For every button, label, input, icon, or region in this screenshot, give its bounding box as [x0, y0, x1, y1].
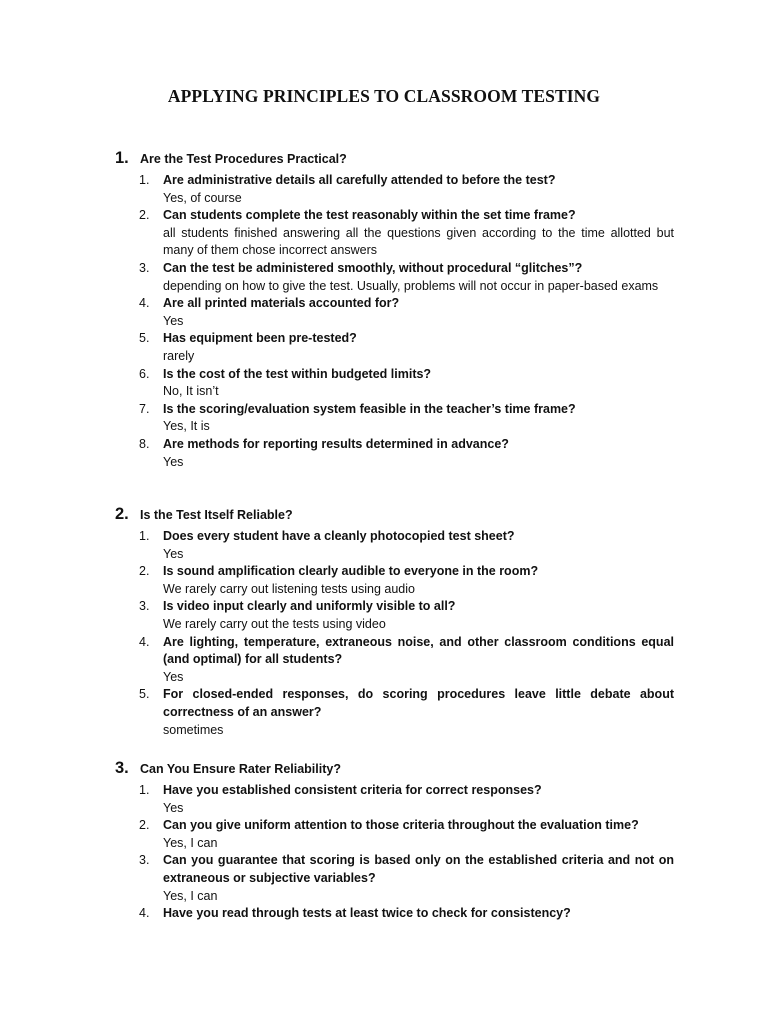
checklist-item — [0, 634, 768, 687]
item-number: 2. — [139, 818, 150, 833]
checklist-item — [0, 295, 768, 330]
item-question: Are all printed materials accounted for? — [163, 296, 400, 311]
item-answer: We rarely carry out listening tests using audio — [163, 581, 415, 596]
item-question: Have you established consistent criteria for correct responses? — [163, 783, 542, 797]
item-question: Can the test be administered smoothly, without procedural “glitches”? — [163, 260, 583, 275]
item-answer: Yes, of course — [163, 190, 242, 205]
item-number: 1. — [139, 173, 150, 187]
checklist-item — [0, 563, 768, 598]
item-question: Has equipment been pre-tested? — [163, 331, 357, 346]
item-answer: Yes, I can — [163, 888, 218, 903]
section-reliability — [0, 506, 768, 739]
checklist-item — [0, 260, 768, 295]
section-title: Is the Test Itself Reliable? — [140, 508, 293, 522]
item-answer: depending on how to give the test. Usually, problems will not occur in paper-based exams — [163, 278, 659, 293]
item-answer: No, It isn’t — [163, 384, 219, 399]
item-number: 5. — [139, 687, 150, 702]
item-question: Are lighting, temperature, extraneous noise, and other classroom conditions equal (and optimal) for all students? — [163, 634, 674, 667]
section-title: Can You Ensure Rater Reliability? — [140, 762, 341, 776]
item-question: Is the scoring/evaluation system feasible in the teacher’s time frame? — [163, 401, 576, 416]
item-question: Can you give uniform attention to those criteria throughout the evaluation time? — [163, 818, 639, 833]
item-question: Can you guarantee that scoring is based only on the established criteria and not on extraneous or subjective variables? — [163, 853, 674, 885]
section-heading — [0, 506, 768, 528]
section-number: 1. — [115, 149, 129, 167]
item-number: 8. — [139, 436, 150, 451]
item-answer: We rarely carry out the tests using video — [163, 616, 386, 631]
item-question: Is sound amplification clearly audible to everyone in the room? — [163, 564, 539, 579]
item-number: 7. — [139, 401, 150, 416]
section-rater-reliability — [0, 760, 768, 923]
item-number: 3. — [139, 599, 150, 614]
item-question: Is video input clearly and uniformly visible to all? — [163, 599, 456, 614]
section-practicality — [0, 150, 768, 471]
item-answer: Yes — [163, 313, 184, 328]
item-answer: Yes, I can — [163, 835, 218, 850]
checklist-item — [0, 905, 768, 923]
item-number: 6. — [139, 366, 150, 381]
checklist-item — [0, 207, 768, 260]
item-question: Is the cost of the test within budgeted limits? — [163, 366, 432, 381]
item-number: 3. — [139, 853, 150, 868]
checklist-item — [0, 817, 768, 852]
item-question: For closed-ended responses, do scoring procedures leave little debate about correctness of an answer? — [163, 687, 674, 719]
item-answer: sometimes — [163, 722, 224, 737]
item-number: 4. — [139, 906, 150, 921]
checklist-item — [0, 598, 768, 633]
item-number: 5. — [139, 331, 150, 346]
item-number: 2. — [139, 564, 150, 579]
checklist-item — [0, 366, 768, 401]
section-number: 2. — [115, 505, 129, 523]
checklist-item — [0, 782, 768, 817]
section-heading — [0, 150, 768, 172]
item-question: Are methods for reporting results determined in advance? — [163, 436, 509, 451]
item-number: 2. — [139, 208, 150, 223]
checklist-item — [0, 330, 768, 365]
document-title: APPLYING PRINCIPLES TO CLASSROOM TESTING — [167, 86, 601, 106]
item-answer: Yes — [163, 800, 184, 815]
checklist-item — [0, 528, 768, 563]
item-answer: all students finished answering all the questions given according to the time allotted but many of them chose incorrect answers — [163, 225, 674, 258]
checklist-item — [0, 172, 768, 207]
section-heading — [0, 760, 768, 782]
item-answer: Yes — [163, 454, 184, 469]
item-answer: Yes, It is — [163, 419, 210, 434]
item-answer: Yes — [163, 546, 184, 561]
item-question: Can students complete the test reasonably within the set time frame? — [163, 208, 576, 223]
item-number: 3. — [139, 260, 150, 275]
item-question: Does every student have a cleanly photocopied test sheet? — [163, 529, 515, 543]
checklist-item — [0, 852, 768, 905]
checklist-item — [0, 401, 768, 436]
item-question: Are administrative details all carefully attended to before the test? — [163, 173, 556, 187]
checklist-item — [0, 436, 768, 471]
item-answer: Yes — [163, 669, 184, 684]
checklist-item — [0, 686, 768, 739]
item-number: 1. — [139, 783, 150, 797]
section-number: 3. — [115, 759, 129, 777]
item-number: 4. — [139, 296, 150, 311]
item-number: 4. — [139, 634, 150, 649]
section-title: Are the Test Procedures Practical? — [140, 152, 347, 166]
item-answer: rarely — [163, 348, 195, 363]
item-number: 1. — [139, 529, 150, 543]
item-question: Have you read through tests at least twice to check for consistency? — [163, 906, 571, 921]
